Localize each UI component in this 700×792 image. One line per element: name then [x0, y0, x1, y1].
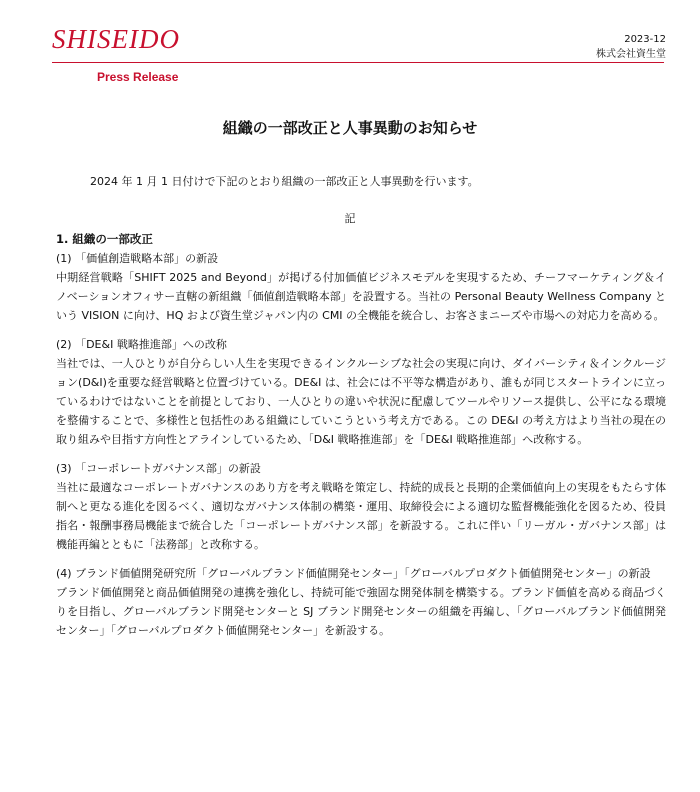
press-release-label: Press Release	[97, 70, 179, 84]
item-2	[56, 335, 666, 449]
company-name: 株式会社資生堂	[596, 49, 666, 60]
shiseido-logo: SHISEIDO	[52, 24, 180, 54]
header-meta	[596, 32, 666, 62]
ki-marker: 記	[344, 212, 356, 225]
item-title: (2) 「DE&I 戦略推進部」への改称	[56, 338, 227, 351]
item-body: 当社では、一人ひとりが自分らしい人生を実現できるインクルーシブな社会の実現に向け、ダイバーシティ＆インクルージョン(D&I)を重要な経営戦略と位置づけている。DE&I は、社会には不平等な構造があり、誰もが同じスタートラインに立っているわけではないことを前提としており、一人ひとりの違いや状況に配慮してツールやリソース提供し、公平になる環境を整備することで、多様性と包括性のある組織にしていこうという考え方である。この DE&I の考え方はより当社の現在の取り組みや目指す方向性とアラインしているため、「D&I 戦略推進部」を「DE&I 戦略推進部」へ改称する。	[56, 357, 666, 446]
item-1	[56, 249, 666, 325]
document-body	[56, 230, 666, 650]
intro-paragraph: 2024 年 1 月 1 日付けで下記のとおり組織の一部改正と人事異動を行います。	[90, 175, 479, 188]
item-title: (3) 「コーポレートガバナンス部」の新設	[56, 462, 261, 475]
release-date: 2023-12	[624, 34, 666, 45]
document-title: 組織の一部改正と人事異動のお知らせ	[222, 119, 478, 137]
section-heading: 1. 組織の一部改正	[56, 232, 153, 246]
item-body: 当社に最適なコーポレートガバナンスのあり方を考え戦略を策定し、持続的成長と長期的企業価値向上の実現をもたらす体制へと更なる進化を図るべく、適切なガバナンス体制の構築・運用、取締役会による適切な監督機能強化を図るため、役員指名・報酬事務局機能まで統合した「コーポレートガバナンス部」を新設する。これに伴い「リーガル・ガバナンス部」は機能再編とともに「法務部」と改称する。	[56, 481, 666, 551]
item-title: (1) 「価値創造戦略本部」の新設	[56, 252, 219, 265]
header-rule	[52, 62, 664, 63]
item-3	[56, 459, 666, 554]
item-body: 中期経営戦略「SHIFT 2025 and Beyond」が掲げる付加価値ビジネスモデルを実現するため、チーフマーケティング＆イノベーションオフィサー直轄の新組織「価値創造戦略本部」を設置する。当社の Personal Beauty Wellness Company という VISION に向け、HQ および資生堂ジャパン内の CMI の全機能を統合し、お客さまニーズや市場への対応力を高める。	[56, 271, 666, 322]
item-body: ブランド価値開発と商品価値開発の連携を強化し、持続可能で強固な開発体制を構築する。ブランド価値を高める商品づくりを目指し、グローバルブランド開発センターと SJ ブランド開発センターの組織を再編し、「グローバルブランド価値開発センター」「グローバルプロダクト価値開発センター」を新設する。	[56, 586, 666, 637]
item-title: (4) ブランド価値開発研究所「グローバルブランド価値開発センター」「グローバルプロダクト価値開発センター」の新設	[56, 567, 651, 580]
item-4	[56, 564, 666, 640]
